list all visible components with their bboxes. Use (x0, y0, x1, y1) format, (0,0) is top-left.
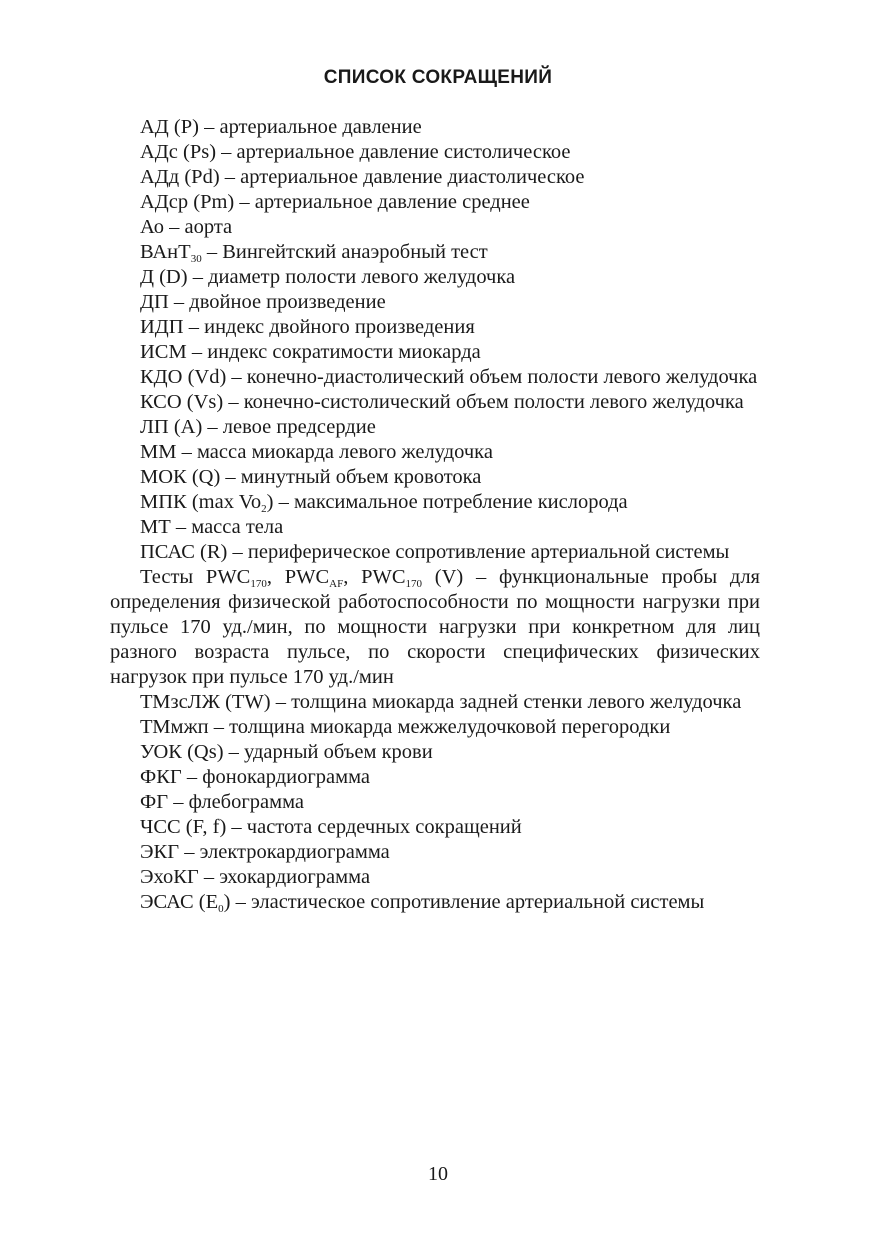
abbreviation: Д (D) (140, 266, 188, 288)
list-item: УОК (Qs) – ударный объем крови (140, 741, 433, 763)
abbreviation: ЭСАС (E (140, 891, 219, 913)
definition: индекс двойного произведения (204, 316, 475, 338)
subscript: 170 (405, 578, 422, 590)
definition: максимальное потребление кислорода (293, 491, 628, 513)
definition: артериальное давление (219, 116, 422, 138)
page-number: 10 (428, 1163, 448, 1185)
list-item: АДср (Pm) – артериальное давление среднее (140, 191, 530, 213)
definition: артериальное давление систолическое (236, 141, 571, 163)
definition: индекс сократимости миокарда (207, 341, 481, 363)
abbreviation: КСО (Vs) (140, 391, 224, 413)
definition: фонокардиограмма (202, 766, 371, 788)
list-item: ТМмжп – толщина миокарда межжелудочковой перегородки (140, 716, 671, 738)
page-title: СПИСОК СОКРАЩЕНИЙ (323, 67, 553, 88)
list-item: МОК (Q) – минутный объем кровотока (140, 466, 482, 488)
abbreviation: ТМмжп (140, 716, 209, 738)
definition: периферическое сопротивление артериальной системы (247, 541, 730, 563)
definition: артериальное давление диастолическое (240, 166, 585, 188)
definition: толщина миокарда межжелудочковой перегородки (229, 716, 671, 738)
abbreviation: МПК (max Vo (140, 491, 262, 513)
subscript: 170 (250, 578, 267, 590)
abbreviation: ФКГ (140, 766, 182, 788)
definition: частота сердечных сокращений (246, 816, 522, 838)
abbreviation: , PWC (266, 566, 330, 588)
abbreviation: Тесты PWC (140, 566, 251, 588)
list-item: МТ – масса тела (140, 516, 284, 538)
definition: функциональные пробы для определения физической работоспособности по мощности нагрузки при пульсе 170 уд./мин, по мощности нагрузки при конкретном для лиц разного возраста пульсе, по скорости специфических физических нагрузок при пульсе 170 уд./мин (110, 566, 760, 688)
subscript: 2 (261, 503, 267, 515)
definition: двойное произведение (189, 291, 386, 313)
list-item: МПК (max $Vo_2$) – максимальное потребление кислорода (140, 491, 628, 515)
subscript: 0 (218, 903, 224, 915)
abbreviation: ЭхоКГ (140, 866, 199, 888)
abbreviation: ЭКГ (140, 841, 180, 863)
list-item: ЭКГ – электрокардиограмма (140, 841, 390, 863)
abbreviation: ИДП (140, 316, 184, 338)
definition: конечно-систолический объем полости левого желудочка (243, 391, 744, 413)
list-item: ФГ – флебограмма (140, 791, 305, 813)
definition: конечно-диастолический объем полости левого желудочка (246, 366, 758, 388)
definition: диаметр полости левого желудочка (208, 266, 516, 288)
abbreviation-list (110, 115, 760, 915)
definition: электрокардиограмма (199, 841, 390, 863)
abbreviation: МТ (140, 516, 171, 538)
list-item: Д (D) – диаметр полости левого желудочка (140, 266, 516, 288)
definition: артериальное давление среднее (254, 191, 530, 213)
subscript: 30 (190, 253, 202, 265)
abbreviation-close: ) (223, 891, 231, 913)
list-item: ЧСС (F, f) – частота сердечных сокращений (140, 816, 522, 838)
definition: флебограмма (188, 791, 305, 813)
abbreviation: АДср (Pm) (140, 191, 235, 213)
list-item: ЛП (A) – левое предсердие (140, 416, 376, 438)
definition: масса миокарда левого желудочка (196, 441, 493, 463)
abbreviation-close: ) (266, 491, 274, 513)
definition: эхокардиограмма (219, 866, 371, 888)
list-item: КДО (Vd) – конечно-диастолический объем полости левого желудочка (140, 366, 758, 388)
list-item: АД (P) – артериальное давление (140, 116, 422, 138)
abbreviation: МОК (Q) (140, 466, 221, 488)
abbreviation: АДс (Ps) (140, 141, 217, 163)
list-item: КСО (Vs) – конечно-систолический объем полости левого желудочка (140, 391, 744, 413)
list-item: ПСАС (R) – периферическое сопротивление артериальной системы (140, 541, 730, 563)
abbreviation: ТМзсЛЖ (TW) (140, 691, 271, 713)
list-item: ДП – двойное произведение (140, 291, 386, 313)
list-item: Тесты $PWC_{170}$, $PWC_{AF}$, $PWC_{170}$ (V) – функциональные пробы для определения физической работоспособности по мощности нагрузки при пульсе 170 уд./мин, по мощности нагрузки при конкретном для лиц разного возраста пульсе, по скорости специфических физических нагрузок при пульсе 170 уд./мин (110, 566, 760, 688)
definition: Вингейтский анаэробный тест (222, 241, 488, 263)
abbreviation: ФГ (140, 791, 169, 813)
abbreviation: ВАнТ (140, 241, 191, 263)
list-item: АДс (Ps) – артериальное давление систолическое (140, 141, 571, 163)
abbreviation: (V) (422, 566, 464, 588)
abbreviation: ИСМ (140, 341, 187, 363)
definition: левое предсердие (222, 416, 376, 438)
abbreviation: АД (P) (140, 116, 199, 138)
list-item: ТМзсЛЖ (TW) – толщина миокарда задней стенки левого желудочка (140, 691, 742, 713)
definition: масса тела (191, 516, 284, 538)
list-item: ИДП – индекс двойного произведения (140, 316, 475, 338)
list-item: Ао – аорта (140, 216, 233, 238)
definition: аорта (184, 216, 233, 238)
abbreviation: , PWC (343, 566, 406, 588)
list-item: ВАнТ$_{30}$ – Вингейтский анаэробный тест (140, 241, 488, 265)
definition: толщина миокарда задней стенки левого желудочка (291, 691, 742, 713)
list-item: ЭхоКГ – эхокардиограмма (140, 866, 371, 888)
abbreviation: Ао (140, 216, 165, 238)
list-item: ММ – масса миокарда левого желудочка (140, 441, 493, 463)
list-item: ЭСАС $(E_0)$ – эластическое сопротивление артериальной системы (140, 891, 705, 915)
list-item: ФКГ – фонокардиограмма (140, 766, 371, 788)
list-item: АДд (Pd) – артериальное давление диастолическое (140, 166, 585, 188)
abbreviation: ПСАС (R) (140, 541, 228, 563)
abbreviation: ММ (140, 441, 177, 463)
abbreviation: ЧСС (F, f) (140, 816, 227, 838)
abbreviation: УОК (Qs) (140, 741, 224, 763)
definition: минутный объем кровотока (240, 466, 482, 488)
subscript: AF (329, 578, 344, 590)
abbreviation: ЛП (A) (140, 416, 203, 438)
definition: ударный объем крови (244, 741, 433, 763)
abbreviation: КДО (Vd) (140, 366, 227, 388)
list-item: ИСМ – индекс сократимости миокарда (140, 341, 481, 363)
abbreviation: АДд (Pd) (140, 166, 220, 188)
abbreviation: ДП (140, 291, 169, 313)
definition: эластическое сопротивление артериальной системы (250, 891, 705, 913)
